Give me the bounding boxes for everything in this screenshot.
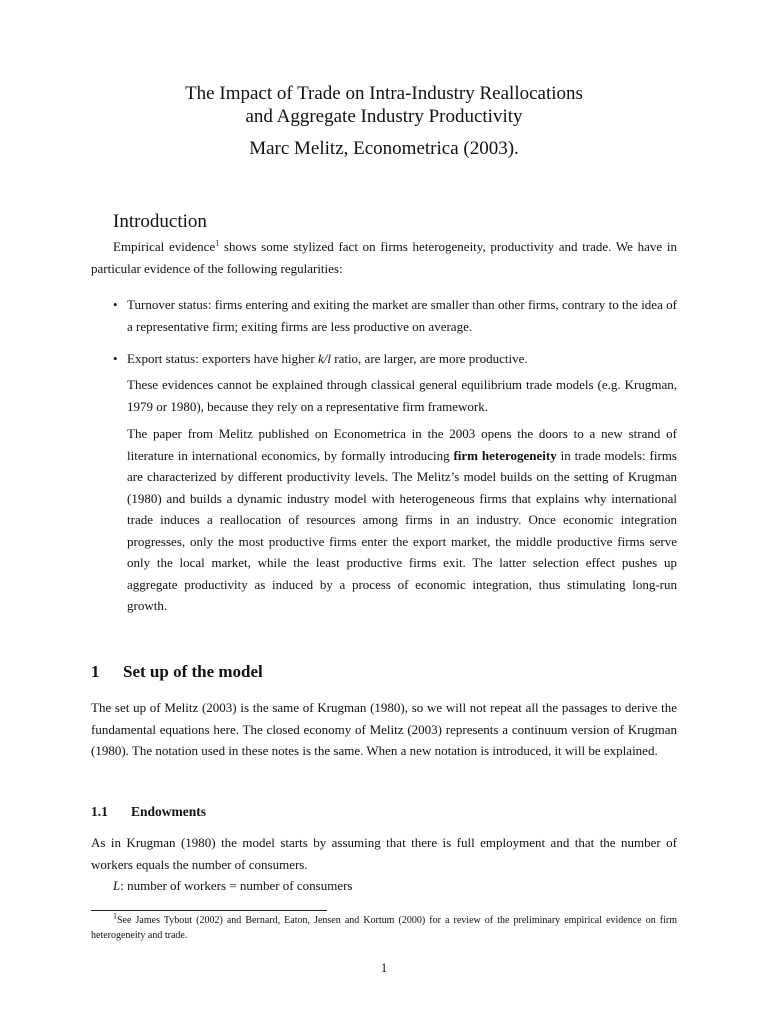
bullet-text-export: Export status: exporters have higher xyxy=(127,351,315,366)
section-1-paragraph: The set up of Melitz (2003) is the same of Krugman (1980), so we will not repeat all the passages to derive the fundamental equations here. The closed economy of Melitz (2003) represents a continuum version of Krugman (1980). The notation used in these notes is the same. When a new notation is introduced, it will be explained. xyxy=(91,700,677,758)
footnote-mark: 1 xyxy=(113,911,117,921)
intro-p1-text-b: shows some stylized fact on firms heterogeneity, productivity and trade. We have in particular evidence of the following regularities: xyxy=(91,239,678,276)
subsection-1-1-number: 1.1 xyxy=(91,804,108,819)
definition-line xyxy=(91,875,677,897)
intro-paragraph-2: These evidences cannot be explained through classical general equilibrium trade models (e.g. Krugman, 1979 or 1980), because they rely on a representative firm framework. xyxy=(127,377,677,414)
bullet-text-turnover: Turnover status: firms entering and exiting the market are smaller than other firms, contrary to the idea of a representative firm; exiting firms are less productive on average. xyxy=(127,297,677,334)
footnote-ref-1[interactable]: 1 xyxy=(215,238,220,248)
math-k-over-l: k/l xyxy=(317,351,331,366)
page-number: 1 xyxy=(380,960,388,975)
intro-p3-text-b: in trade models: firms are characterized by different productivity levels. The Melitz’s model builds on the setting of Krugman (1980) and builds a dynamic industry model with heterogeneous firms that explains why international trade induces a reallocation of resources among firms in an industry. Once economic integration progresses, only the most productive firms enter the export market, the middle productive firms serve only the local market, while the least productive firms exit. The latter selection effect pushes up aggregate productivity as induced by a process of economic integration, thus stimulating long-run growth. xyxy=(127,447,677,613)
definition-text: : number of workers = number of consumers xyxy=(120,878,353,893)
section-1-number: 1 xyxy=(91,662,100,681)
intro-paragraph-1 xyxy=(91,236,677,279)
math-L: L xyxy=(113,878,121,893)
bold-firm-heterogeneity: firm heterogeneity xyxy=(453,447,557,463)
bullet-dot-icon: • xyxy=(113,351,118,366)
subsection-1-1-paragraph: As in Krugman (1980) the model starts by assuming that there is full employment and that the number of workers equals the number of consumers. xyxy=(91,835,677,872)
section-1-title: Set up of the model xyxy=(123,662,263,681)
subsection-1-1-heading xyxy=(91,802,206,822)
intro-p3-text-a: The paper from Melitz published on Econometrica in the 2003 opens the doors to a new strand of literature in international economics, by formally introducing xyxy=(127,426,677,463)
intro-paragraph-3 xyxy=(127,423,677,617)
section-1-heading xyxy=(91,661,263,683)
title-block xyxy=(0,82,768,161)
bullet-item-export xyxy=(113,348,677,370)
intro-p1-text-a: Empirical evidence xyxy=(113,239,216,254)
paper-author: Marc Melitz, Econometrica (2003). xyxy=(249,138,519,159)
footnote-divider xyxy=(91,910,327,911)
paper-title-line-2: and Aggregate Industry Productivity xyxy=(245,106,523,127)
footnote-1 xyxy=(91,913,677,943)
bullet-text-export-tail: ratio, are larger, are more productive. xyxy=(330,351,528,366)
subsection-1-1-title: Endowments xyxy=(131,804,207,819)
footnote-text: See James Tybout (2002) and Bernard, Eaton, Jensen and Kortum (2000) for a review of the preliminary empirical evidence on firm heterogeneity and trade. xyxy=(91,915,677,941)
paper-title-line-1: The Impact of Trade on Intra-Industry Reallocations xyxy=(185,83,583,104)
bullet-item-turnover xyxy=(113,294,677,337)
introduction-heading: Introduction xyxy=(113,211,207,232)
intro-bullet-list xyxy=(113,294,677,370)
bullet-dot-icon: • xyxy=(113,297,118,312)
